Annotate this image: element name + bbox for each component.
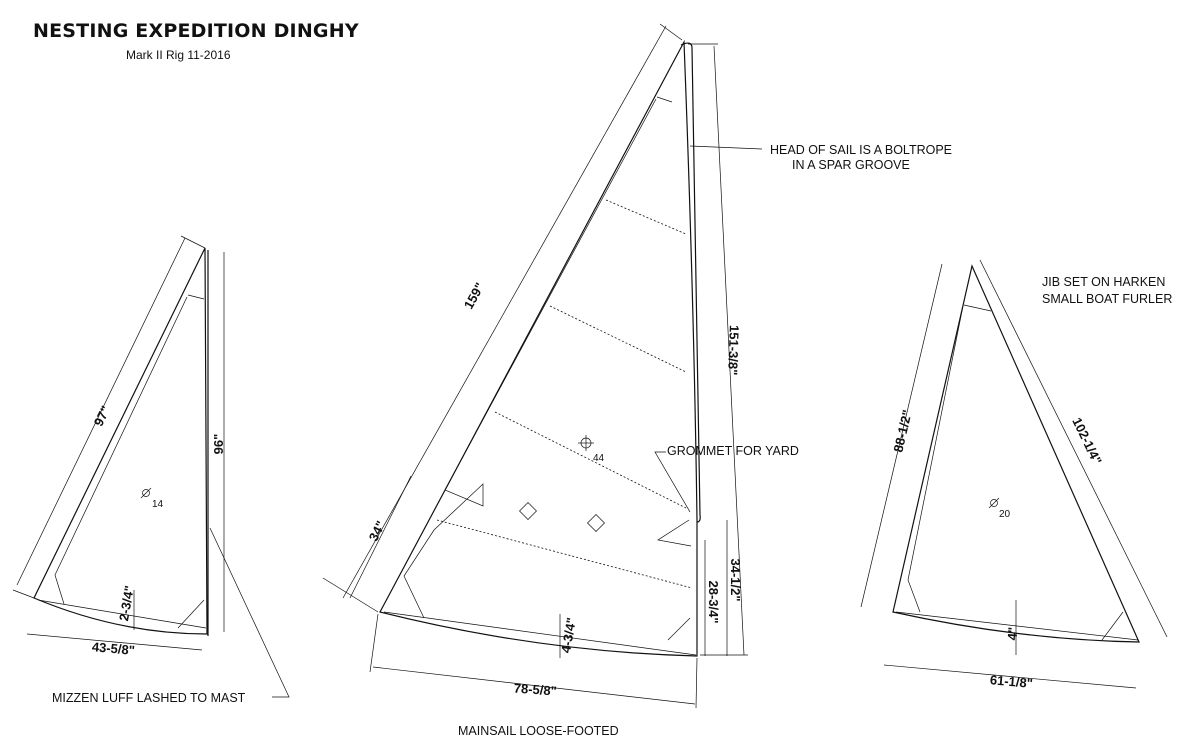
- head-note-1: HEAD OF SAIL IS A BOLTROPE: [770, 143, 953, 157]
- mainsail-extension-line: [696, 658, 697, 708]
- jib-note-2: SMALL BOAT FURLER: [1042, 292, 1173, 306]
- mainsail-extension-line: [323, 578, 378, 612]
- mizzen-grommet-label: 14: [152, 499, 164, 510]
- jib-leech-label: 102-1/4": [1069, 415, 1105, 467]
- jib-leech-dim-line: [980, 260, 1167, 637]
- mainsail: [323, 24, 952, 738]
- mizzen-roach-label: 2-3/4": [116, 584, 138, 623]
- mainsail-tack-label: 34": [365, 518, 389, 544]
- head-note-leader: [690, 146, 762, 149]
- mizzen-outline: [34, 248, 207, 634]
- head-note-2: IN A SPAR GROOVE: [792, 158, 910, 172]
- mainsail-seam-line: [606, 200, 686, 234]
- mainsail-foot-chord: [384, 612, 696, 655]
- mainsail-seam-line: [437, 520, 692, 588]
- drawing-title: NESTING EXPEDITION DINGHY: [33, 20, 359, 42]
- jib-note-1: JIB SET ON HARKEN: [1042, 275, 1166, 289]
- mainsail-foot-label: 78-5/8": [513, 680, 558, 699]
- yard-grommet-note: GROMMET FOR YARD: [667, 444, 799, 458]
- mainsail-extension-line: [370, 614, 378, 672]
- drawing-subtitle: Mark II Rig 11-2016: [126, 48, 231, 62]
- jib-luff-label: 88-1/2": [890, 408, 915, 454]
- jib-foot-label: 61-1/8": [989, 672, 1034, 691]
- mainsail-clew-height-label: 34-1/2": [728, 558, 743, 602]
- mainsail-seam-line: [550, 306, 686, 372]
- jib-grommet-label: 20: [999, 509, 1011, 520]
- mainsail-window: [588, 515, 605, 532]
- mizzen-extension-line: [181, 236, 205, 248]
- yard-grommet-leader: [655, 452, 690, 512]
- mizzen-reinforcement: [55, 295, 204, 628]
- mizzen-leech-label: 96": [211, 433, 226, 455]
- mizzen-extension-line: [13, 590, 34, 598]
- mainsail-head-label: 151-3/8": [725, 324, 742, 376]
- mainsail-extension-line: [660, 24, 682, 40]
- mainsail-outline: [380, 42, 697, 656]
- mizzen-sail: [13, 236, 289, 705]
- mainsail-reinforcement: [404, 97, 691, 640]
- mainsail-caption: MAINSAIL LOOSE-FOOTED: [458, 724, 619, 738]
- jib-sail: [861, 260, 1172, 691]
- mainsail-roach-label: 4-3/4": [558, 616, 580, 655]
- mizzen-foot-label: 43-5/8": [91, 639, 136, 658]
- mainsail-seam-line: [495, 412, 686, 508]
- mainsail-window: [520, 503, 537, 520]
- jib-reinforcement: [908, 305, 1123, 640]
- mizzen-luff-label: 97": [90, 403, 114, 429]
- mizzen-note-leader: [210, 528, 289, 697]
- mainsail-luff-dim-line: [343, 26, 666, 598]
- mainsail-luff-label: 159": [460, 279, 488, 312]
- jib-roach-label: 4": [1004, 626, 1021, 641]
- mizzen-note: MIZZEN LUFF LASHED TO MAST: [52, 691, 246, 705]
- mainsail-clew-offset-label: 28-3/4": [706, 580, 721, 624]
- mainsail-grommet-label: 44: [593, 453, 605, 464]
